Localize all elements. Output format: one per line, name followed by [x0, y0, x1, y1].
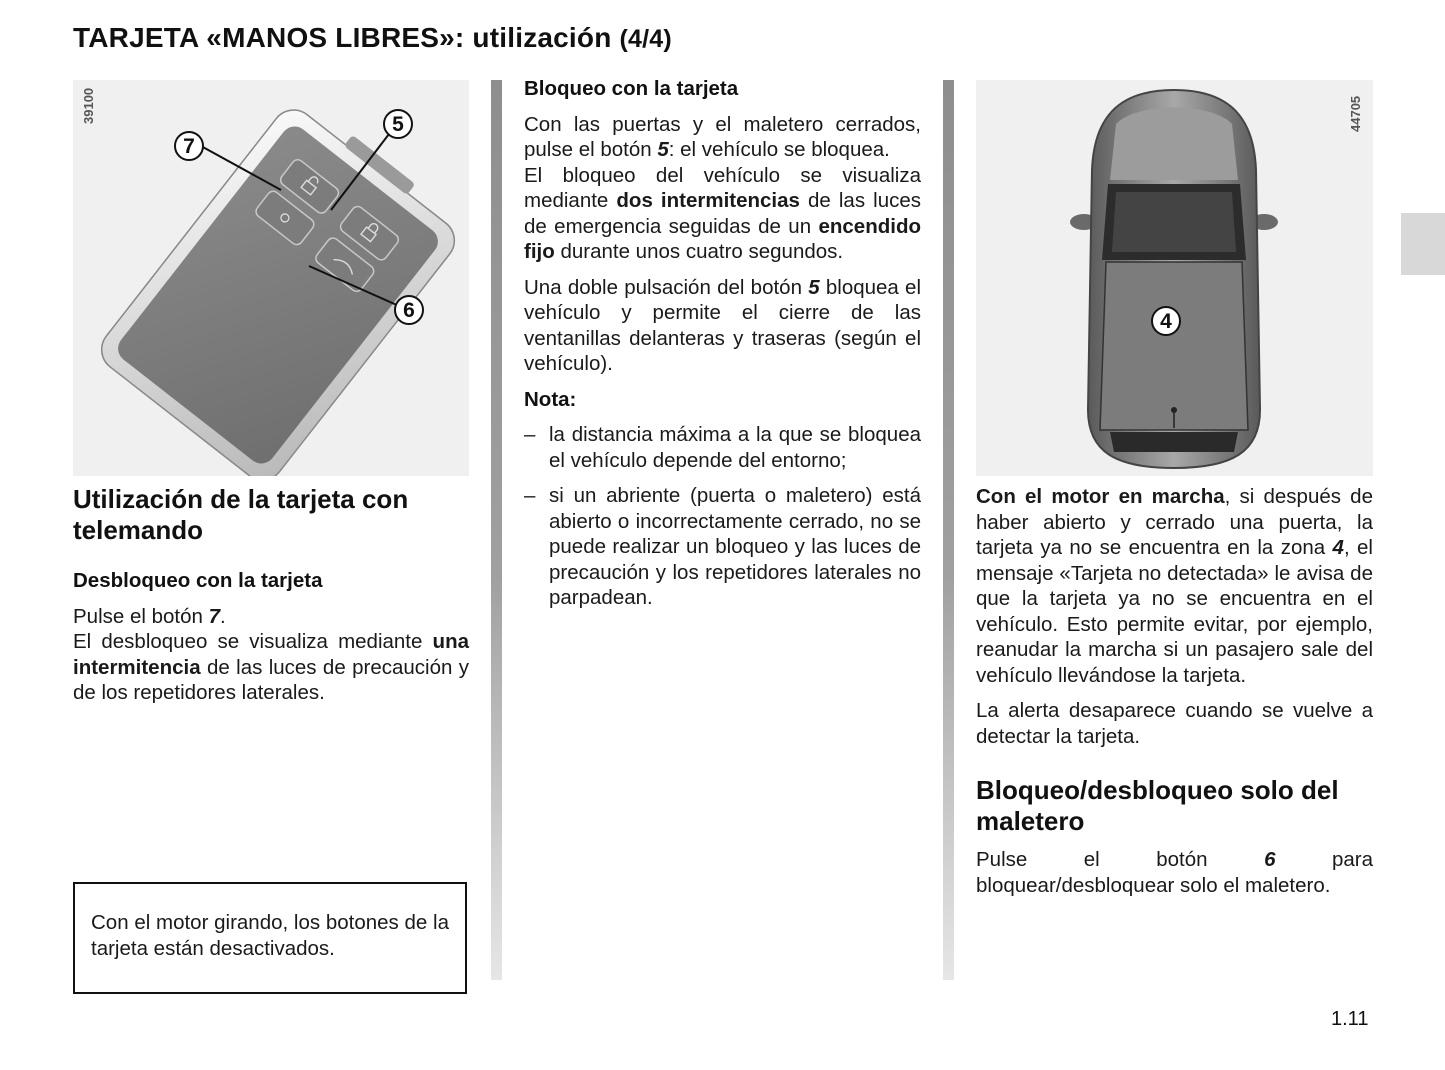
subheading-lock: Bloqueo con la tarjeta	[524, 77, 739, 100]
car-rear-window	[1110, 432, 1238, 452]
column-separator-left	[491, 80, 502, 980]
nota-item: – la distancia máxima a la que se bloquea el vehículo depende del entorno;	[524, 423, 921, 472]
callout-7	[175, 132, 203, 160]
dash-marker: –	[524, 484, 536, 507]
svg-text:5: 5	[392, 113, 404, 136]
unlock-paragraph-1: Pulse el botón 7.	[73, 604, 226, 628]
section-heading-trunk: Bloqueo/desbloqueo solo del maletero	[976, 775, 1339, 836]
page-number: 1.11	[1331, 1008, 1369, 1030]
svg-text:4: 4	[1160, 310, 1172, 333]
subheading-nota: Nota:	[524, 387, 577, 411]
detection-zone-4	[1100, 262, 1248, 430]
subheading-unlock: Desbloqueo con la tarjeta	[73, 569, 323, 592]
callout-5	[384, 110, 412, 138]
card-drawing	[73, 80, 469, 476]
figure-code: 44705	[1348, 95, 1363, 132]
nota-item: – si un abriente (puerta o maletero) está abierto o incorrectamente cerrado, no se puede realizar un bloqueo y las luces de precaución y los repetidores laterales no parpadean.	[524, 484, 921, 609]
engine-running-paragraph: Con el motor en marcha, si después de haber abierto y cerrado una puerta, la tarjeta ya no se encuentra en la zona 4, el mensaje «Tarjeta no detectada» le avisa de que la tarjeta ya no se encuentra en el vehículo. Esto permite evitar, por ejemplo, reanudar la marcha si un pasajero sale del vehículo llevándose la tarjeta.	[976, 485, 1373, 687]
callout-4	[1152, 307, 1180, 335]
figure-code: 39100	[81, 87, 96, 124]
note-box: Con el motor girando, los botones de la tarjeta están desactivados.	[73, 882, 467, 994]
car-zone-illustration	[976, 80, 1373, 476]
alert-paragraph: La alerta desaparece cuando se vuelve a detectar la tarjeta.	[976, 699, 1373, 748]
unlock-paragraph-2: El desbloqueo se visualiza mediante una intermitencia de las luces de precaución y de los repetidores laterales.	[73, 630, 469, 704]
trunk-paragraph: Pulse el botón 6 para bloquear/desbloquear solo el maletero.	[976, 848, 1374, 897]
lock-paragraph-1: Con las puertas y el maletero cerrados, pulse el botón 5: el vehículo se bloquea.	[524, 112, 921, 161]
column-separator-right	[943, 80, 954, 980]
column-middle	[524, 76, 921, 621]
chapter-tab	[1401, 213, 1445, 275]
page-title-part: (4/4)	[619, 25, 672, 53]
svg-text:6: 6	[403, 299, 415, 322]
page-title: TARJETA «MANOS LIBRES»: utilización (4/4)	[73, 22, 672, 53]
car-hood	[1110, 108, 1238, 181]
lock-paragraph-2: El bloqueo del vehículo se visualiza mediante dos intermitencias de las luces de emergencia seguidas de un encendido fijo durante unos cuatro segundos.	[524, 163, 921, 263]
card-illustration	[73, 80, 469, 476]
car-drawing	[976, 80, 1373, 476]
svg-text:7: 7	[183, 135, 195, 158]
lock-paragraph-3: Una doble pulsación del botón 5 bloquea el vehículo y permite el cierre de las ventanillas delanteras y traseras (según el vehículo).	[524, 275, 922, 375]
section-heading-card-remote: Utilización de la tarjeta con telemando	[73, 484, 409, 545]
callout-6	[395, 296, 423, 324]
dash-marker: –	[524, 423, 536, 446]
